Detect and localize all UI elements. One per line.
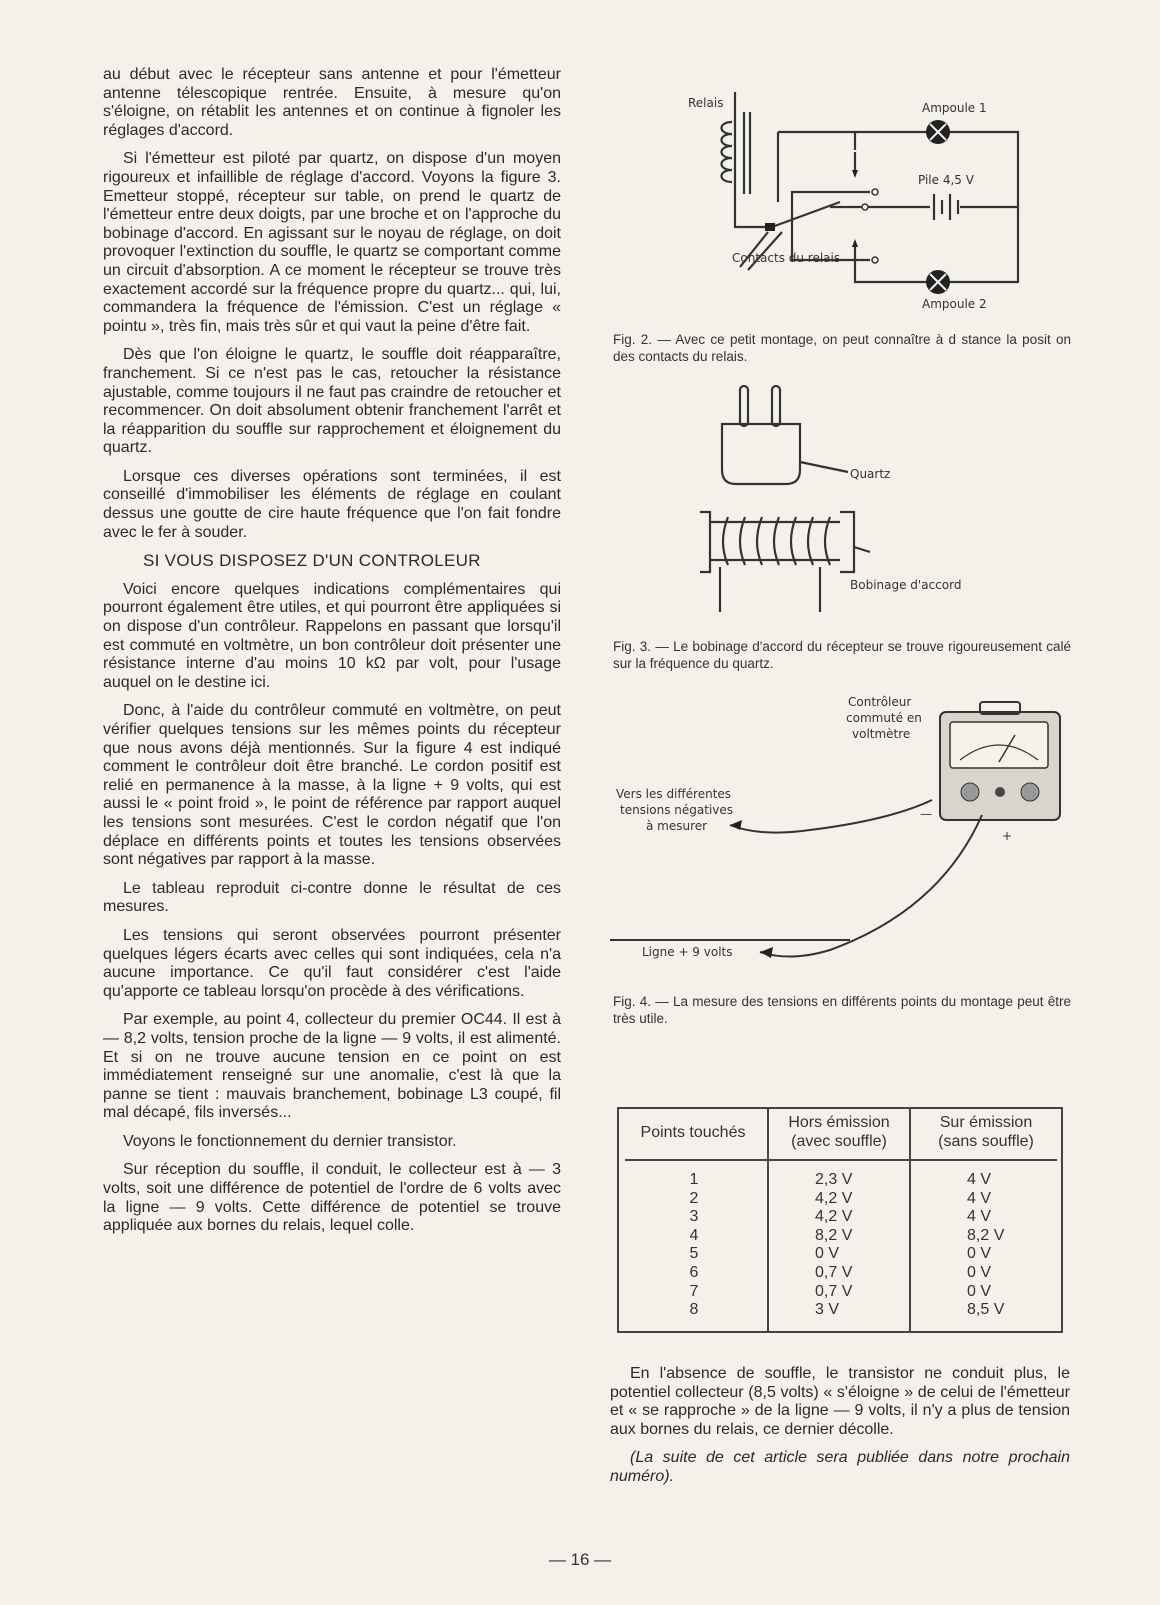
figure-3-caption: Fig. 3. — Le bobinage d'accord du récepteur se trouve rigoureusement calé sur la fréquence du quartz. — [613, 639, 1071, 671]
table-header-sur-2: (sans souffle) — [938, 1133, 1034, 1150]
table-cell: 7 — [689, 1282, 699, 1300]
table-cell: 3 V — [815, 1301, 840, 1319]
table-cell: 8 — [689, 1301, 699, 1319]
table-cell: 3 — [689, 1208, 699, 1226]
table-cell: 8,5 V — [967, 1301, 1005, 1319]
table-cell: 0 V — [967, 1263, 992, 1281]
figure-3-diagram — [700, 382, 1000, 612]
label-vers-3: à mesurer — [646, 819, 708, 833]
table-header-sur-1: Sur émission — [939, 1114, 1033, 1131]
table-cell: 8,2 V — [967, 1226, 1005, 1244]
label-ampoule-2: Ampoule 2 — [922, 297, 987, 311]
table-cell: 0,7 V — [815, 1282, 853, 1300]
label-pile: Pile 4,5 V — [918, 173, 974, 187]
table-cell: 0 V — [815, 1245, 840, 1263]
table-cell: 0,7 V — [815, 1263, 853, 1281]
paragraph: Sur réception du souffle, il conduit, le collecteur est à — 3 volts, soit une différence de potentiel de l'ordre de 6 volts avec la ligne — 9 volts. Cette différence de potentiel se trouve appliquée aux bornes du relais, lequel colle. — [103, 1161, 561, 1235]
figure-2-caption: Fig. 2. — Avec ce petit montage, on peut connaître à d stance la posit on des contacts du relais. — [613, 332, 1071, 364]
label-contacts: Contacts du relais — [732, 251, 841, 265]
paragraph: Voyons le fonctionnement du dernier transistor. — [123, 1132, 457, 1150]
lamp-2-icon — [926, 270, 950, 294]
label-plus: + — [1002, 829, 1013, 843]
paragraph: Voici encore quelques indications complémentaires qui pourront également être utiles, et qui pourront être appliquées si on dispose d'un contrôleur. Rappelons en passant que lorsqu'il est commuté en voltmètre, un bon contrôleur doit présenter une résistance interne d'au moins 10 kΩ par volt, pour l'usage auquel on le destine ici. — [103, 580, 561, 691]
table-cell: 4,2 V — [815, 1208, 853, 1226]
table-cell: 4,2 V — [815, 1189, 853, 1207]
table-cell: 8,2 V — [815, 1226, 853, 1244]
table-cell: 0 V — [967, 1282, 992, 1300]
figure-4-diagram — [610, 690, 1070, 980]
label-controleur-2: commuté en — [846, 711, 922, 725]
table-cell: 2 — [689, 1189, 699, 1207]
measurement-table — [617, 1107, 1063, 1333]
paragraph: En l'absence de souffle, le transistor ne conduit plus, le potentiel collecteur (8,5 volts) « s'éloigne » de celui de l'émetteur et « se rapproche » de la ligne — 9 volts, il n'y a plus de tension aux bornes du relais, ce dernier décolle. — [610, 1365, 1070, 1438]
paragraph-note: (La suite de cet article sera publiée dans notre prochain numéro). — [610, 1449, 1070, 1485]
lamp-1-icon — [926, 120, 950, 144]
voltmeter-icon — [940, 702, 1060, 820]
paragraph: au début avec le récepteur sans antenne et pour l'émetteur antenne télescopique rentrée. Ensuite, à mesure qu'on s'éloigne, on rétablit les antennes et on continue à fignoler les réglages d'accord. — [103, 66, 561, 139]
paragraph: Par exemple, au point 4, collecteur du premier OC44. Il est à — 8,2 volts, tension proche de la ligne — 9 volts, il est alimenté. Et si on ne trouve aucune tension en ce point on est immédiatement renseigné sur une anomalie, c'est là que la panne se tient : mauvais branchement, bobinage L3 coupé, fil mal décapé, fils inversés... — [103, 1011, 561, 1122]
table-cell: 4 — [689, 1226, 699, 1244]
label-relais: Relais — [688, 96, 724, 110]
section-heading: SI VOUS DISPOSEZ D'UN CONTROLEUR — [143, 551, 481, 571]
page-number: — 16 — — [548, 1550, 612, 1569]
table-header-hors-2: (avec souffle) — [791, 1133, 887, 1150]
table-cell: 5 — [689, 1245, 699, 1263]
table-cell: 2,3 V — [815, 1171, 853, 1188]
table-header-points: Points touchés — [640, 1124, 746, 1141]
label-controleur-1: Contrôleur — [848, 695, 912, 709]
figure-4-caption: Fig. 4. — La mesure des tensions en différents points du montage peut être très utile. — [613, 994, 1071, 1026]
label-vers-2: tensions négatives — [620, 803, 734, 817]
paragraph: Le tableau reproduit ci-contre donne le résultat de ces mesures. — [103, 879, 561, 916]
table-column-hors — [815, 1171, 895, 1320]
paragraph: Lorsque ces diverses opérations sont terminées, il est conseillé d'immobiliser les éléments de réglage en coulant dessus une goutte de cire haute fréquence que l'on fait fondre avec le fer à souder. — [103, 467, 561, 541]
paragraph: Les tensions qui seront observées pourront présenter quelques légers écarts avec celles qui sont indiquées, cela n'a aucune importance. Ce qu'il faut considérer c'est l'aide qu'apporte ce tableau lorsqu'on procède à des vérifications. — [103, 926, 561, 1000]
label-vers-1: Vers les différentes — [616, 787, 732, 801]
table-cell: 6 — [689, 1263, 699, 1281]
label-minus: — — [920, 807, 932, 821]
label-ligne: Ligne + 9 volts — [642, 945, 733, 959]
table-cell: 4 V — [967, 1208, 992, 1226]
label-quartz: Quartz — [850, 467, 891, 481]
paragraph: Dès que l'on éloigne le quartz, le souffle doit réapparaître, franchement. Si ce n'est pas le cas, retoucher la résistance ajustable, comme toujours il ne faut pas craindre de retoucher et recommencer. On doit absolument obtenir franchement l'arrêt et la réapparition du souffle sur rapprochement et éloignement du quartz. — [103, 346, 561, 457]
table-cell: 4 V — [967, 1189, 992, 1207]
left-column — [103, 66, 561, 1246]
table-cell: 4 V — [967, 1171, 992, 1188]
table-column-sur — [967, 1171, 1047, 1320]
table-column-points — [679, 1171, 709, 1320]
label-ampoule-1: Ampoule 1 — [922, 101, 987, 115]
label-controleur-3: voltmètre — [852, 727, 911, 741]
paragraph: Si l'émetteur est piloté par quartz, on dispose d'un moyen rigoureux et infaillible de réglage d'accord. Voyons la figure 3. Emetteur stoppé, récepteur sur table, on prend le quartz de l'émetteur entre deux doigts, par une broche et on l'approche du bobinage d'accord. En agissant sur le noyau de réglage, on doit provoquer l'extinction du souffle, le quartz se comportant comme un circuit d'absorption. A ce moment le récepteur se trouve très exactement accordé sur la fréquence propre du quartz... qui, lui, commandera la fréquence de l'émission. C'est un réglage « pointu », très fin, mais très sûr et qui vaut la peine d'être fait. — [103, 150, 561, 335]
table-cell: 0 V — [967, 1245, 992, 1263]
paragraph: Donc, à l'aide du contrôleur commuté en voltmètre, on peut vérifier quelques tensions sur les mêmes points du récepteur que nous avons déjà mentionnés. Sur la figure 4 est indiqué comment le contrôleur doit être branché. Le cordon positif est relié en permanence à la masse, à la ligne + 9 volts, qui est aussi le « point froid », le point de référence par rapport auquel les tensions sont mesurées. C'est le cordon négatif que l'on déplace en différents points et toutes les tensions observées sont négatives par rapport à la masse. — [103, 702, 561, 869]
label-bobinage: Bobinage d'accord — [850, 578, 962, 592]
table-cell: 1 — [689, 1171, 699, 1188]
table-header-hors-1: Hors émission — [788, 1114, 890, 1131]
figure-2-diagram — [680, 82, 1050, 322]
right-column-text — [610, 1365, 1070, 1497]
